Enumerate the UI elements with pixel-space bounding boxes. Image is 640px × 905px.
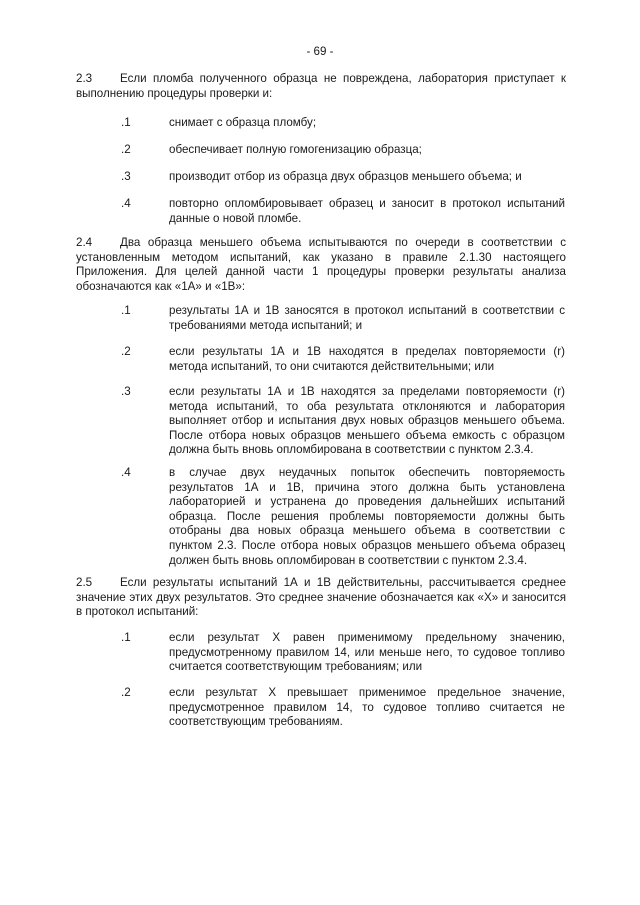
item-number: .2 (121, 345, 131, 358)
paragraph-number: 2.5 (76, 576, 93, 589)
item-number: .2 (121, 143, 131, 156)
paragraph-number: 2.3 (76, 72, 93, 85)
paragraph-2-5 (76, 576, 566, 620)
item-text: производит отбор из образца двух образцов меньшего объема; и (169, 170, 522, 183)
item-text: обеспечивает полную гомогенизацию образца; (169, 143, 422, 156)
item-number: .1 (121, 631, 131, 644)
item-text: снимает с образца пломбу; (169, 116, 317, 129)
item-text: повторно опломбировывает образец и заносит в протокол испытаний данные о новой пломбе. (169, 197, 565, 225)
page-number: - 69 - (306, 45, 334, 58)
item-number: .3 (121, 385, 131, 398)
item-number: .4 (121, 466, 131, 479)
paragraph-text: Если результаты испытаний 1А и 1В действительны, рассчитывается среднее значение этих двух результатов. Это среднее значение обозначается как «X» и заносится в протокол испытаний: (76, 576, 566, 619)
paragraph-text: Если пломба полученного образца не повреждена, лаборатория приступает к выполнению процедуры проверки и: (76, 72, 566, 100)
item-text: если результат X равен применимому предельному значению, предусмотренному правилом 14, или меньше него, то судовое топливо считается соответствующим требованиям; или (169, 631, 565, 674)
item-text: если результаты 1А и 1В находятся за пределами повторяемости (r) метода испытаний, то оба результата отклоняются и лаборатория выполняет отбор и испытания двух новых образцов меньшего объема. После отбора новых образцов меньшего объема емкость с образцом должна быть вновь опломбирована в соответствии с пунктом 2.3.4. (169, 385, 565, 457)
item-number: .1 (121, 304, 131, 317)
item-number: .4 (121, 197, 131, 210)
paragraph-2-4 (76, 236, 566, 294)
item-text: если результаты 1А и 1В находятся в пределах повторяемости (r) метода испытаний, то они считаются действительными; или (169, 345, 565, 373)
item-number: .3 (121, 170, 131, 183)
item-number: .1 (121, 116, 131, 129)
paragraph-number: 2.4 (76, 236, 93, 249)
item-text: если результат X превышает применимое предельное значение, предусмотренное правилом 14, то судовое топливо считается не соответствующим требованиям. (169, 686, 565, 729)
item-number: .2 (121, 686, 131, 699)
paragraph-text: Два образца меньшего объема испытываются по очереди в соответствии с установленным методом испытаний, как указано в правиле 2.1.30 настоящего Приложения. Для целей данной части 1 процедуры проверки результаты анализа обозначаются как «1А» и «1В»: (76, 236, 566, 293)
item-text: в случае двух неудачных попыток обеспечить повторяемость результатов 1А и 1В, причина этого должна быть установлена лабораторией и устранена до проведения дальнейших испытаний образца. После решения проблемы повторяемости должны быть отобраны два новых образца меньшего объема в соответствии с пунктом 2.3. После отбора новых образцов меньшего объема образец должен быть вновь опломбирован в соответствии с пунктом 2.3.4. (169, 466, 565, 567)
item-text: результаты 1А и 1В заносятся в протокол испытаний в соответствии с требованиями метода испытаний; и (169, 304, 565, 332)
paragraph-2-3 (76, 72, 566, 101)
